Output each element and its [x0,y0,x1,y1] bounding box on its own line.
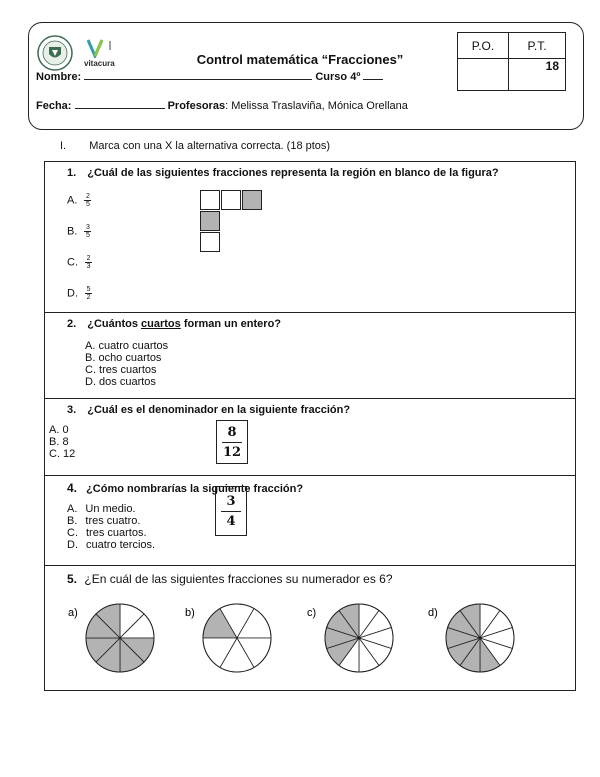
school-crest-icon [36,34,74,72]
q4-fraction-box [215,486,247,536]
numerator: 5 [86,286,91,293]
q3-option-b[interactable]: B. 8 [49,436,69,448]
fraction-bar [222,442,242,443]
denominator: 5 [86,201,90,208]
question-5-number: 5. [67,572,78,586]
denominator: 4 [226,513,236,529]
option-letter: C. [67,256,78,269]
instructions [60,140,330,152]
profesoras-value: : Melissa Traslaviña, Mónica Orellana [225,100,408,112]
question-5 [45,566,575,690]
question-2-text-after: forman un entero? [180,318,282,330]
fecha-field[interactable] [75,99,165,109]
po-value[interactable] [458,59,509,91]
denominator: 2 [86,294,91,301]
denominator: 3 [86,263,91,270]
numerator: 3 [226,493,236,509]
q2-option-a[interactable]: A. cuatro cuartos [85,340,169,352]
circle-label[interactable]: d) [428,607,438,619]
question-5-text: ¿En cuál de las siguientes fracciones su numerador es 6? [84,572,393,586]
q2-option-b[interactable]: B. ocho cuartos [85,352,162,364]
q4-option-a[interactable] [67,503,136,515]
numerator: 8 [227,424,237,440]
questions-table [44,161,576,691]
fraction-bar [221,511,241,512]
option-letter: B. [67,515,78,527]
score-table [457,32,566,91]
question-2-number: 2. [67,318,77,330]
q2-option-d[interactable]: D. dos cuartos [85,376,156,388]
numerator: 2 [86,193,90,200]
question-2-text-before: ¿Cuántos [87,318,142,330]
figure-square-3 [242,190,262,210]
v-logo-icon [84,38,120,58]
question-4-text: ¿Cómo nombrarías la siguiente fracción? [86,483,304,495]
pt-header: P.T. [509,33,566,59]
q1-option-c[interactable] [67,255,92,270]
q4-option-c[interactable] [67,527,147,539]
question-3 [45,399,575,476]
question-2-title [67,318,281,330]
circle-label[interactable]: a) [68,607,78,619]
nombre-label: Nombre: [36,71,82,83]
option-letter: B. [67,225,78,238]
question-4-number: 4. [67,481,78,495]
option-text: tres cuartos. [86,527,147,539]
q4-option-b[interactable] [67,515,140,527]
numerator: 3 [86,224,90,231]
question-3-text: ¿Cuál es el denominador en la siguiente fracción? [87,404,351,416]
question-3-title [67,404,350,416]
curso-field[interactable] [363,70,383,80]
fecha-row [36,99,408,112]
fraction [85,286,92,301]
denominator: 5 [86,232,90,239]
option-text: cuatro tercios. [86,539,156,551]
option-letter: A. [67,503,78,515]
figure-square-1 [200,190,220,210]
q1-option-a[interactable] [67,193,91,208]
nombre-field[interactable] [84,70,312,80]
circle-label[interactable]: c) [307,607,317,619]
curso-label: Curso 4º [315,71,361,83]
figure-square-2 [221,190,241,210]
q2-option-c[interactable]: C. tres cuartos [85,364,157,376]
q5-circles [45,566,575,690]
q1-option-b[interactable] [67,224,91,239]
question-4 [45,476,575,566]
question-3-number: 3. [67,404,77,416]
numerator: 2 [86,255,91,262]
po-header: P.O. [458,33,509,59]
profesoras-label: Profesoras [167,100,226,112]
question-1 [45,162,575,313]
option-text: tres cuatro. [85,515,141,527]
option-text: Un medio. [85,503,136,515]
pt-value: 18 [509,59,566,91]
question-2-text-underlined: cuartos [141,318,181,330]
figure-square-5 [200,232,220,252]
vitacura-logo [84,38,120,70]
q3-fraction-box [216,420,248,464]
option-letter: D. [67,287,78,300]
denominator: 12 [222,444,242,460]
instructions-number: I. [60,140,67,152]
nombre-row [36,70,383,83]
logo-text: vitacura [84,59,115,68]
fraction [85,255,92,270]
question-4-title [67,481,303,495]
fraction [84,224,91,239]
fraction [84,193,91,208]
question-1-title [67,167,499,179]
option-letter: D. [67,539,78,551]
page-title: Control matemática “Fracciones” [196,52,404,67]
option-letter: A. [67,194,78,207]
fecha-label: Fecha: [36,100,72,112]
question-1-number: 1. [67,167,77,179]
question-1-text: ¿Cuál de las siguientes fracciones representa la región en blanco de la figura? [87,167,499,179]
circle-label[interactable]: b) [185,607,195,619]
option-letter: C. [67,527,78,539]
q3-option-a[interactable]: A. 0 [49,424,69,436]
q1-option-d[interactable] [67,286,92,301]
q4-option-d[interactable] [67,539,155,551]
figure-square-4 [200,211,220,231]
question-2 [45,313,575,399]
q3-option-c[interactable]: C. 12 [49,448,76,460]
instructions-text: Marca con una X la alternativa correcta. (18 ptos) [89,140,331,152]
